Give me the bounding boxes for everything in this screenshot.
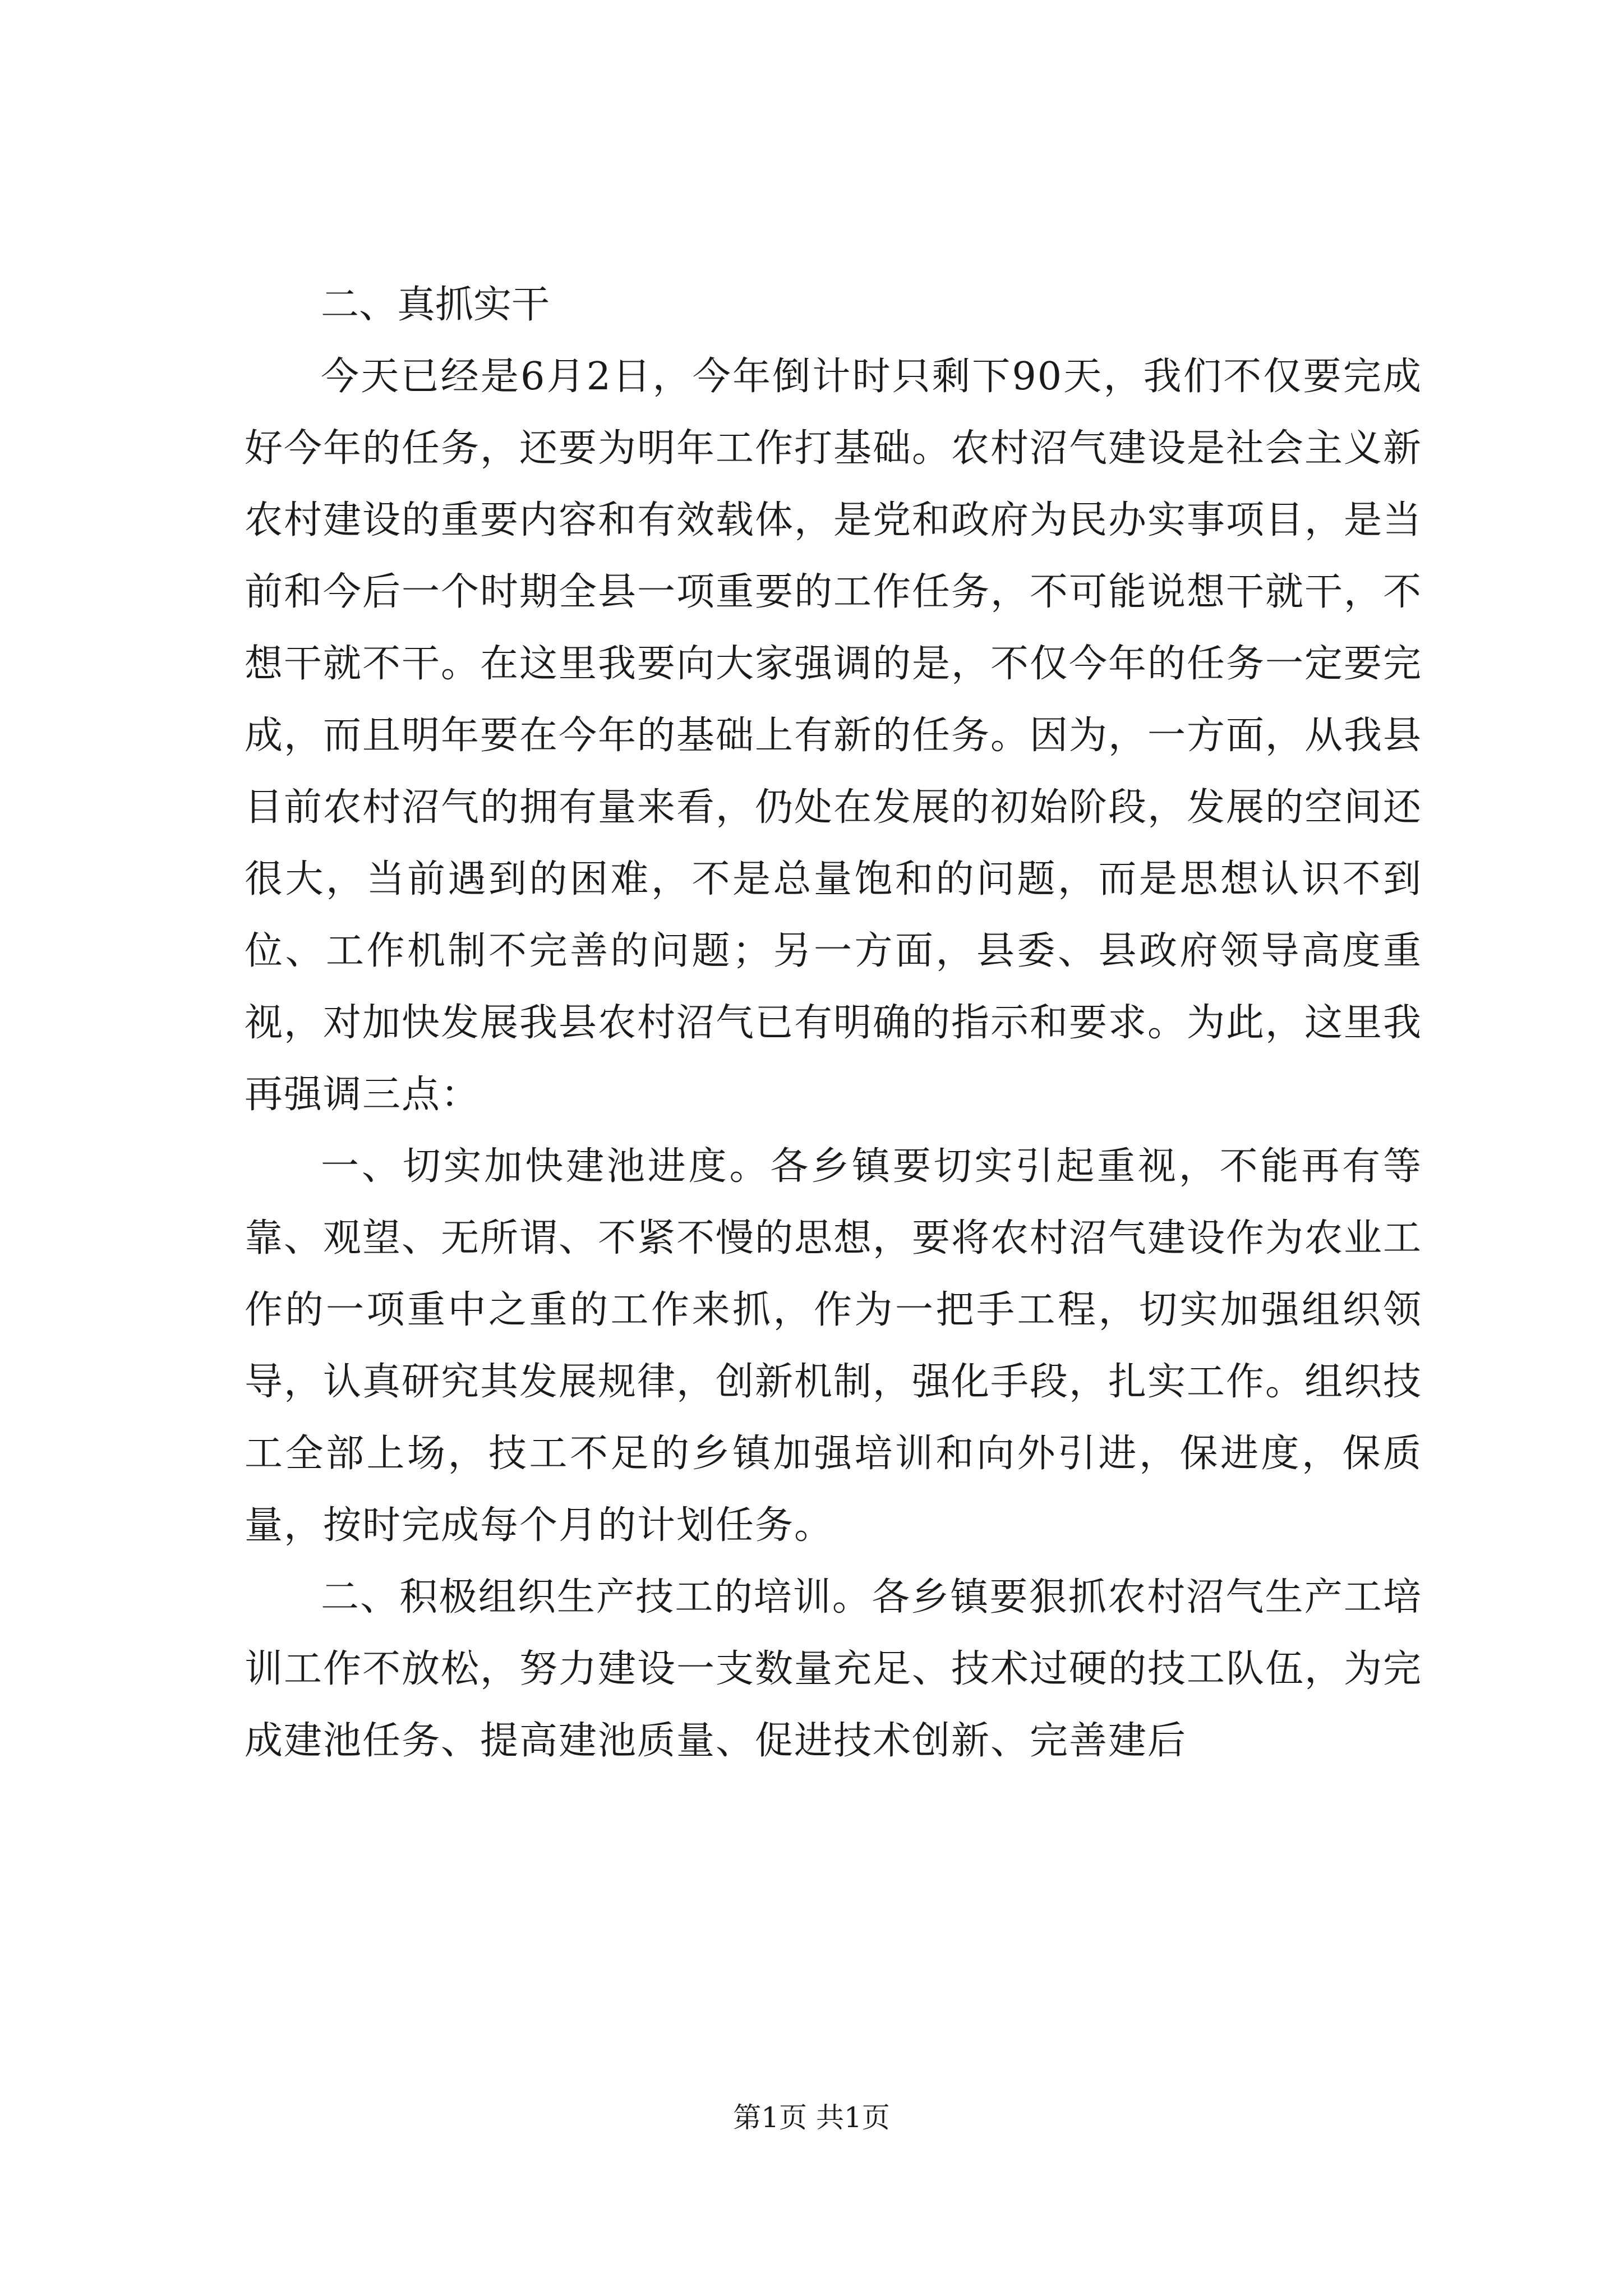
page-footer: 第1页 共1页 — [733, 2101, 890, 2134]
section-heading: 二、真抓实干 — [321, 283, 550, 327]
paragraph-point-one: 一、切实加快建池进度。各乡镇要切实引起重视，不能再有等靠、观望、无所谓、不紧不慢的思想，要将农村沼气建设作为农业工作的一项重中之重的工作来抓，作为一把手工程，切实加强组织领导，认真研究其发展规律，创新机制，强化手段，扎实工作。组织技工全部上场，技工不足的乡镇加强培训和向外引进，保进度，保质量，按时完成每个月的计划任务。 — [245, 1144, 1423, 1548]
document-body — [245, 269, 1422, 1777]
paragraph-point-two: 二、积极组织生产技工的培训。各乡镇要狠抓农村沼气生产工培训工作不放松，努力建设一支数量充足、技术过硬的技工队伍，为完成建池任务、提高建池质量、促进技术创新、完善建后 — [245, 1575, 1423, 1763]
paragraph-intro: 今天已经是6月2日，今年倒计时只剩下90天，我们不仅要完成好今年的任务，还要为明年工作打基础。农村沼气建设是社会主义新农村建设的重要内容和有效载体，是党和政府为民办实事项目，是当前和今后一个时期全县一项重要的工作任务，不可能说想干就干，不想干就不干。在这里我要向大家强调的是，不仅今年的任务一定要完成，而且明年要在今年的基础上有新的任务。因为，一方面，从我县目前农村沼气的拥有量来看，仍处在发展的初始阶段，发展的空间还很大，当前遇到的困难，不是总量饱和的问题，而是思想认识不到位、工作机制不完善的问题；另一方面，县委、县政府领导高度重视，对加快发展我县农村沼气已有明确的指示和要求。为此，这里我再强调三点： — [245, 355, 1423, 1117]
